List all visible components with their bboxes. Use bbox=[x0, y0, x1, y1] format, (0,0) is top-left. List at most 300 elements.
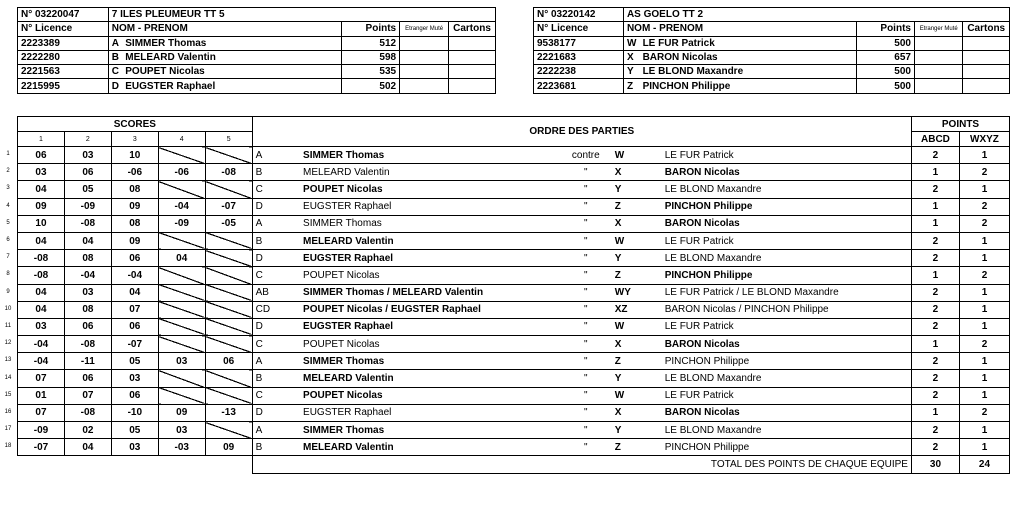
versus-label: " bbox=[560, 404, 612, 421]
set-score-3: -06 bbox=[111, 164, 158, 181]
points-abcd: 2 bbox=[911, 147, 959, 164]
player-letter: Z bbox=[623, 79, 639, 93]
home-player: MELEARD Valentin bbox=[300, 232, 560, 249]
away-letter: X bbox=[612, 164, 662, 181]
set-score-4: 03 bbox=[158, 422, 205, 439]
team2-points-header: Points bbox=[857, 22, 915, 36]
points-abcd: 2 bbox=[911, 232, 959, 249]
match-row bbox=[18, 284, 1010, 301]
home-player: POUPET Nicolas / EUGSTER Raphael bbox=[300, 301, 560, 318]
versus-label: " bbox=[560, 267, 612, 284]
match-row bbox=[18, 147, 1010, 164]
team1-number: N° 03220047 bbox=[18, 8, 109, 22]
player-row bbox=[534, 79, 1010, 93]
player-cartons bbox=[963, 50, 1010, 64]
set-score-2: 04 bbox=[64, 439, 111, 456]
match-row bbox=[18, 181, 1010, 198]
set-score-2: -04 bbox=[64, 267, 111, 284]
points-abcd: 1 bbox=[911, 404, 959, 421]
home-player: POUPET Nicolas bbox=[300, 387, 560, 404]
set-score-4 bbox=[158, 370, 205, 387]
player-points: 657 bbox=[857, 50, 915, 64]
row-number: 17 bbox=[4, 426, 12, 433]
away-letter: W bbox=[612, 387, 662, 404]
team2-name: AS GOELO TT 2 bbox=[623, 8, 1009, 22]
set-header-3: 3 bbox=[111, 132, 158, 147]
set-score-2: -08 bbox=[64, 404, 111, 421]
team1-points-header: Points bbox=[341, 22, 399, 36]
player-points: 598 bbox=[341, 50, 399, 64]
home-player: EUGSTER Raphael bbox=[300, 250, 560, 267]
player-licence: 2221683 bbox=[534, 50, 624, 64]
home-letter: B bbox=[252, 370, 300, 387]
team2-licence-header: N° Licence bbox=[534, 22, 624, 36]
away-letter: Z bbox=[612, 198, 662, 215]
set-header-1: 1 bbox=[18, 132, 65, 147]
set-score-2: 03 bbox=[64, 147, 111, 164]
team1-cartons-header: Cartons bbox=[449, 22, 496, 36]
player-points: 500 bbox=[857, 65, 915, 79]
away-player: LE FUR Patrick / LE BLOND Maxandre bbox=[662, 284, 912, 301]
player-etranger bbox=[914, 65, 963, 79]
match-row bbox=[18, 404, 1010, 421]
home-player: POUPET Nicolas bbox=[300, 181, 560, 198]
set-score-1: 04 bbox=[18, 181, 65, 198]
points-wxyz: 1 bbox=[959, 439, 1009, 456]
set-score-4 bbox=[158, 318, 205, 335]
abcd-header: ABCD bbox=[911, 132, 959, 147]
away-player: BARON Nicolas bbox=[662, 404, 912, 421]
team2-number: N° 03220142 bbox=[534, 8, 624, 22]
home-letter: D bbox=[252, 198, 300, 215]
set-score-5 bbox=[205, 250, 252, 267]
player-cartons bbox=[963, 36, 1010, 50]
points-wxyz: 1 bbox=[959, 147, 1009, 164]
points-abcd: 2 bbox=[911, 250, 959, 267]
player-cartons bbox=[449, 36, 496, 50]
player-etranger bbox=[400, 79, 449, 93]
points-abcd: 2 bbox=[911, 387, 959, 404]
points-wxyz: 1 bbox=[959, 353, 1009, 370]
home-letter: B bbox=[252, 164, 300, 181]
set-score-5: -08 bbox=[205, 164, 252, 181]
points-wxyz: 1 bbox=[959, 181, 1009, 198]
set-score-1: 07 bbox=[18, 370, 65, 387]
set-score-1: 04 bbox=[18, 232, 65, 249]
set-score-4 bbox=[158, 336, 205, 353]
match-row bbox=[18, 267, 1010, 284]
set-header-2: 2 bbox=[64, 132, 111, 147]
player-name: SIMMER Thomas bbox=[122, 36, 341, 50]
player-cartons bbox=[449, 65, 496, 79]
versus-label: " bbox=[560, 370, 612, 387]
row-number: 4 bbox=[6, 202, 10, 209]
player-name: LE FUR Patrick bbox=[640, 36, 857, 50]
set-score-5 bbox=[205, 301, 252, 318]
match-row bbox=[18, 439, 1010, 456]
away-letter: W bbox=[612, 232, 662, 249]
away-player: BARON Nicolas bbox=[662, 336, 912, 353]
away-player: LE BLOND Maxandre bbox=[662, 422, 912, 439]
home-letter: B bbox=[252, 232, 300, 249]
player-licence: 2221563 bbox=[18, 65, 109, 79]
player-licence: 2223681 bbox=[534, 79, 624, 93]
set-score-2: -11 bbox=[64, 353, 111, 370]
versus-label: " bbox=[560, 181, 612, 198]
set-score-3: 04 bbox=[111, 284, 158, 301]
match-row bbox=[18, 353, 1010, 370]
versus-label: " bbox=[560, 215, 612, 232]
match-row bbox=[18, 422, 1010, 439]
set-score-5 bbox=[205, 422, 252, 439]
set-score-4: -06 bbox=[158, 164, 205, 181]
points-abcd: 2 bbox=[911, 318, 959, 335]
set-score-5 bbox=[205, 370, 252, 387]
set-score-1: 07 bbox=[18, 404, 65, 421]
set-score-2: 06 bbox=[64, 370, 111, 387]
away-letter: Y bbox=[612, 181, 662, 198]
player-etranger bbox=[914, 36, 963, 50]
set-score-1: 01 bbox=[18, 387, 65, 404]
versus-label: " bbox=[560, 318, 612, 335]
player-points: 500 bbox=[857, 36, 915, 50]
player-points: 512 bbox=[341, 36, 399, 50]
set-score-2: 06 bbox=[64, 164, 111, 181]
row-number: 15 bbox=[4, 391, 12, 398]
player-licence: 9538177 bbox=[534, 36, 624, 50]
set-score-4 bbox=[158, 284, 205, 301]
row-number: 2 bbox=[6, 168, 10, 175]
versus-label: " bbox=[560, 284, 612, 301]
set-score-3: 03 bbox=[111, 370, 158, 387]
away-player: LE FUR Patrick bbox=[662, 387, 912, 404]
set-score-5: 06 bbox=[205, 353, 252, 370]
total-wxyz: 24 bbox=[959, 456, 1009, 473]
versus-label: " bbox=[560, 250, 612, 267]
points-wxyz: 1 bbox=[959, 318, 1009, 335]
set-header-4: 4 bbox=[158, 132, 205, 147]
player-letter: C bbox=[108, 65, 122, 79]
row-number: 8 bbox=[6, 271, 10, 278]
set-score-4: -04 bbox=[158, 198, 205, 215]
points-wxyz: 1 bbox=[959, 232, 1009, 249]
row-number: 3 bbox=[6, 185, 10, 192]
set-score-4 bbox=[158, 267, 205, 284]
player-licence: 2215995 bbox=[18, 79, 109, 93]
match-row bbox=[18, 232, 1010, 249]
match-row bbox=[18, 370, 1010, 387]
row-number: 12 bbox=[4, 340, 12, 347]
set-score-2: -08 bbox=[64, 215, 111, 232]
points-abcd: 2 bbox=[911, 439, 959, 456]
away-player: BARON Nicolas bbox=[662, 215, 912, 232]
set-score-5: -07 bbox=[205, 198, 252, 215]
away-letter: Y bbox=[612, 250, 662, 267]
set-score-5 bbox=[205, 284, 252, 301]
set-score-3: 05 bbox=[111, 422, 158, 439]
home-letter: C bbox=[252, 181, 300, 198]
points-wxyz: 2 bbox=[959, 215, 1009, 232]
set-score-5: 09 bbox=[205, 439, 252, 456]
set-score-4 bbox=[158, 232, 205, 249]
points-abcd: 1 bbox=[911, 164, 959, 181]
player-etranger bbox=[400, 36, 449, 50]
home-player: MELEARD Valentin bbox=[300, 370, 560, 387]
away-player: PINCHON Philippe bbox=[662, 267, 912, 284]
points-wxyz: 2 bbox=[959, 198, 1009, 215]
player-name: MELEARD Valentin bbox=[122, 50, 341, 64]
versus-label: " bbox=[560, 336, 612, 353]
set-score-3: -10 bbox=[111, 404, 158, 421]
away-letter: X bbox=[612, 215, 662, 232]
home-letter: A bbox=[252, 422, 300, 439]
player-licence: 2222238 bbox=[534, 65, 624, 79]
points-wxyz: 1 bbox=[959, 284, 1009, 301]
away-player: PINCHON Philippe bbox=[662, 198, 912, 215]
player-letter: D bbox=[108, 79, 122, 93]
set-score-3: 08 bbox=[111, 181, 158, 198]
player-etranger bbox=[914, 50, 963, 64]
points-wxyz: 1 bbox=[959, 250, 1009, 267]
set-score-1: 04 bbox=[18, 284, 65, 301]
match-row bbox=[18, 250, 1010, 267]
set-score-1: -04 bbox=[18, 336, 65, 353]
home-letter: CD bbox=[252, 301, 300, 318]
player-row bbox=[18, 36, 496, 50]
home-letter: A bbox=[252, 215, 300, 232]
team1-licence-header: N° Licence bbox=[18, 22, 109, 36]
away-player: LE FUR Patrick bbox=[662, 147, 912, 164]
set-score-1: 10 bbox=[18, 215, 65, 232]
set-score-4 bbox=[158, 181, 205, 198]
match-row bbox=[18, 198, 1010, 215]
team2-etranger-header: Etranger Muté bbox=[914, 22, 963, 36]
away-player: LE FUR Patrick bbox=[662, 232, 912, 249]
home-letter: D bbox=[252, 318, 300, 335]
away-letter: W bbox=[612, 147, 662, 164]
match-row bbox=[18, 336, 1010, 353]
set-header-5: 5 bbox=[205, 132, 252, 147]
set-score-2: 06 bbox=[64, 318, 111, 335]
row-number: 6 bbox=[6, 237, 10, 244]
away-player: LE FUR Patrick bbox=[662, 318, 912, 335]
away-letter: Z bbox=[612, 267, 662, 284]
match-row bbox=[18, 301, 1010, 318]
player-row bbox=[18, 79, 496, 93]
points-wxyz: 1 bbox=[959, 422, 1009, 439]
versus-label: " bbox=[560, 422, 612, 439]
points-abcd: 1 bbox=[911, 267, 959, 284]
home-letter: C bbox=[252, 336, 300, 353]
points-abcd: 2 bbox=[911, 422, 959, 439]
points-title: POINTS bbox=[911, 117, 1009, 132]
set-score-4: 03 bbox=[158, 353, 205, 370]
team2-cartons-header: Cartons bbox=[963, 22, 1010, 36]
points-abcd: 1 bbox=[911, 336, 959, 353]
player-row bbox=[534, 65, 1010, 79]
versus-label: " bbox=[560, 164, 612, 181]
home-player: POUPET Nicolas bbox=[300, 336, 560, 353]
home-player: MELEARD Valentin bbox=[300, 164, 560, 181]
player-letter: B bbox=[108, 50, 122, 64]
set-score-1: 03 bbox=[18, 318, 65, 335]
player-name: EUGSTER Raphael bbox=[122, 79, 341, 93]
home-letter: D bbox=[252, 404, 300, 421]
home-letter: C bbox=[252, 267, 300, 284]
player-cartons bbox=[449, 79, 496, 93]
row-number: 7 bbox=[6, 254, 10, 261]
player-letter: A bbox=[108, 36, 122, 50]
set-score-3: 09 bbox=[111, 198, 158, 215]
points-wxyz: 1 bbox=[959, 301, 1009, 318]
team1-name: 7 ILES PLEUMEUR TT 5 bbox=[108, 8, 495, 22]
team1-etranger-header: Etranger Muté bbox=[400, 22, 449, 36]
row-number: 16 bbox=[4, 408, 12, 415]
set-score-5 bbox=[205, 232, 252, 249]
away-letter: W bbox=[612, 318, 662, 335]
home-letter: D bbox=[252, 250, 300, 267]
order-title: ORDRE DES PARTIES bbox=[252, 117, 911, 147]
away-letter: WY bbox=[612, 284, 662, 301]
player-row bbox=[534, 50, 1010, 64]
away-player: BARON Nicolas / PINCHON Philippe bbox=[662, 301, 912, 318]
match-row bbox=[18, 164, 1010, 181]
home-letter: C bbox=[252, 387, 300, 404]
away-player: LE BLOND Maxandre bbox=[662, 370, 912, 387]
set-score-4: -03 bbox=[158, 439, 205, 456]
set-score-2: -08 bbox=[64, 336, 111, 353]
versus-label: " bbox=[560, 198, 612, 215]
points-abcd: 2 bbox=[911, 284, 959, 301]
versus-label: " bbox=[560, 301, 612, 318]
player-letter: W bbox=[623, 36, 639, 50]
versus-label: " bbox=[560, 439, 612, 456]
set-score-3: -04 bbox=[111, 267, 158, 284]
versus-label: contre bbox=[560, 147, 612, 164]
set-score-4 bbox=[158, 387, 205, 404]
set-score-3: 03 bbox=[111, 439, 158, 456]
away-letter: Y bbox=[612, 422, 662, 439]
set-score-5: -05 bbox=[205, 215, 252, 232]
set-score-5 bbox=[205, 181, 252, 198]
player-name: LE BLOND Maxandre bbox=[640, 65, 857, 79]
team1-nom-header: NOM - PRENOM bbox=[108, 22, 341, 36]
player-row bbox=[18, 50, 496, 64]
away-player: PINCHON Philippe bbox=[662, 353, 912, 370]
points-abcd: 2 bbox=[911, 181, 959, 198]
set-score-1: -08 bbox=[18, 250, 65, 267]
set-score-3: 10 bbox=[111, 147, 158, 164]
set-score-4: -09 bbox=[158, 215, 205, 232]
row-number: 14 bbox=[4, 374, 12, 381]
points-abcd: 2 bbox=[911, 370, 959, 387]
home-letter: A bbox=[252, 353, 300, 370]
team2-nom-header: NOM - PRENOM bbox=[623, 22, 856, 36]
player-cartons bbox=[963, 79, 1010, 93]
team1-table bbox=[17, 7, 496, 94]
set-score-5 bbox=[205, 318, 252, 335]
set-score-4 bbox=[158, 147, 205, 164]
home-player: EUGSTER Raphael bbox=[300, 318, 560, 335]
set-score-1: 03 bbox=[18, 164, 65, 181]
points-abcd: 2 bbox=[911, 353, 959, 370]
match-table bbox=[17, 116, 1010, 474]
player-name: POUPET Nicolas bbox=[122, 65, 341, 79]
away-player: LE BLOND Maxandre bbox=[662, 250, 912, 267]
row-number: 13 bbox=[4, 357, 12, 364]
set-score-1: -04 bbox=[18, 353, 65, 370]
set-score-2: 08 bbox=[64, 301, 111, 318]
wxyz-header: WXYZ bbox=[959, 132, 1009, 147]
set-score-3: 09 bbox=[111, 232, 158, 249]
points-abcd: 1 bbox=[911, 215, 959, 232]
set-score-2: -09 bbox=[64, 198, 111, 215]
points-abcd: 2 bbox=[911, 301, 959, 318]
away-letter: Z bbox=[612, 439, 662, 456]
home-letter: AB bbox=[252, 284, 300, 301]
player-letter: Y bbox=[623, 65, 639, 79]
set-score-1: -07 bbox=[18, 439, 65, 456]
away-letter: Z bbox=[612, 353, 662, 370]
player-etranger bbox=[914, 79, 963, 93]
team2-table bbox=[533, 7, 1010, 94]
points-wxyz: 2 bbox=[959, 404, 1009, 421]
versus-label: " bbox=[560, 387, 612, 404]
set-score-3: 06 bbox=[111, 318, 158, 335]
points-wxyz: 2 bbox=[959, 336, 1009, 353]
match-row bbox=[18, 215, 1010, 232]
home-player: EUGSTER Raphael bbox=[300, 404, 560, 421]
home-player: SIMMER Thomas bbox=[300, 147, 560, 164]
home-player: SIMMER Thomas / MELEARD Valentin bbox=[300, 284, 560, 301]
set-score-5 bbox=[205, 387, 252, 404]
away-letter: Y bbox=[612, 370, 662, 387]
away-letter: XZ bbox=[612, 301, 662, 318]
set-score-3: 07 bbox=[111, 301, 158, 318]
player-row bbox=[18, 65, 496, 79]
player-name: BARON Nicolas bbox=[640, 50, 857, 64]
home-player: SIMMER Thomas bbox=[300, 422, 560, 439]
match-row bbox=[18, 387, 1010, 404]
player-cartons bbox=[449, 50, 496, 64]
total-label: TOTAL DES POINTS DE CHAQUE EQUIPE bbox=[252, 456, 911, 473]
player-points: 500 bbox=[857, 79, 915, 93]
player-letter: X bbox=[623, 50, 639, 64]
row-number: 1 bbox=[6, 151, 10, 158]
points-wxyz: 1 bbox=[959, 370, 1009, 387]
home-letter: A bbox=[252, 147, 300, 164]
set-score-1: 09 bbox=[18, 198, 65, 215]
set-score-1: -09 bbox=[18, 422, 65, 439]
row-number: 11 bbox=[4, 322, 12, 329]
set-score-3: 06 bbox=[111, 387, 158, 404]
points-abcd: 1 bbox=[911, 198, 959, 215]
set-score-5 bbox=[205, 336, 252, 353]
set-score-2: 08 bbox=[64, 250, 111, 267]
set-score-3: 08 bbox=[111, 215, 158, 232]
set-score-4: 04 bbox=[158, 250, 205, 267]
row-number: 10 bbox=[4, 305, 12, 312]
home-letter: B bbox=[252, 439, 300, 456]
row-number: 5 bbox=[6, 219, 10, 226]
match-row bbox=[18, 318, 1010, 335]
player-name: PINCHON Philippe bbox=[640, 79, 857, 93]
set-score-1: 04 bbox=[18, 301, 65, 318]
set-score-2: 05 bbox=[64, 181, 111, 198]
set-score-3: 05 bbox=[111, 353, 158, 370]
set-score-3: -07 bbox=[111, 336, 158, 353]
set-score-2: 04 bbox=[64, 232, 111, 249]
